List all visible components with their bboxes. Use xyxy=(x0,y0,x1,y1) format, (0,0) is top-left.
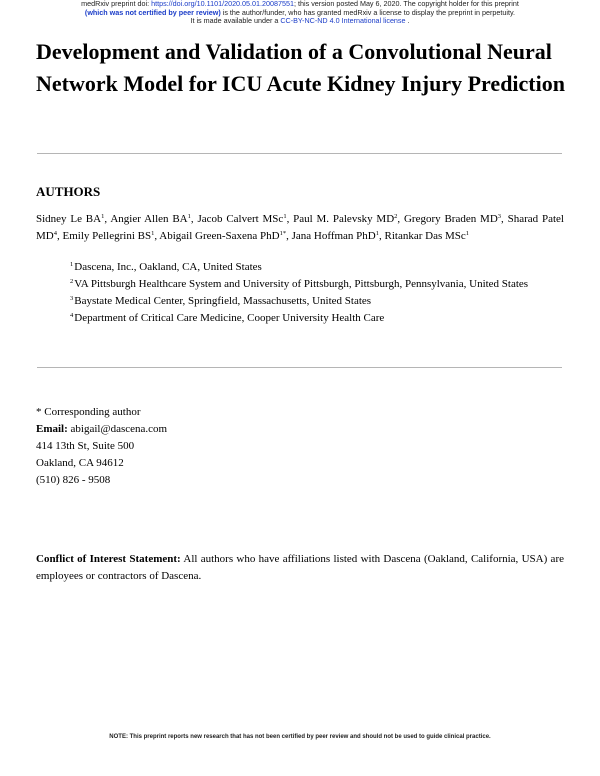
doi-link[interactable]: https://doi.org/10.1101/2020.05.01.20087551 xyxy=(151,0,295,8)
coi-text: All authors who have affiliations listed with Dascena (Oakland, California, USA) are employees or contractors of Dascena. xyxy=(36,553,564,582)
corresponding-contact xyxy=(36,404,167,489)
coi-label: Conflict of Interest Statement: xyxy=(36,553,181,565)
corresponding-note: * Corresponding author xyxy=(36,406,141,418)
authors-heading: AUTHORS xyxy=(36,184,101,199)
author: Sharad Patel $MD^4$, xyxy=(36,213,564,242)
preprint-banner xyxy=(0,0,600,26)
author: Ritankar Das MSc$^1$ xyxy=(384,229,470,242)
author: Abigail Green-Saxena PhD$^{1*}$, xyxy=(159,229,292,242)
affiliation-item: 4 Department of Critical Care Medicine, Cooper University Health Care xyxy=(70,312,385,324)
email-address: abigail@dascena.com xyxy=(67,423,168,435)
author: Emily Pellegrini $BS^1$, xyxy=(62,229,160,242)
affiliation-list xyxy=(70,260,550,328)
author: Sidney Le $BA^1$, xyxy=(36,213,111,225)
license-link[interactable]: CC-BY-NC-ND 4.0 International license xyxy=(280,16,406,26)
divider-top xyxy=(37,153,562,154)
author: Jana Hoffman PhD$^1$, xyxy=(291,229,385,242)
affiliation-item: 3 Baystate Medical Center, Springfield, Massachusetts, United States xyxy=(70,295,372,307)
author-list xyxy=(36,211,564,244)
banner-line-3: It is made available under a CC-BY-NC-ND 4.0 International license . xyxy=(190,16,410,26)
email-label: Email: xyxy=(36,423,68,435)
author: Angier Allen $BA^1$, xyxy=(110,213,198,225)
author: Paul M. Palevsky $MD^2$, xyxy=(293,213,404,225)
phone-number: (510) 826 - 9508 xyxy=(36,474,111,486)
affiliation-item: 2 VA Pittsburgh Healthcare System and University of Pittsburgh, Pittsburgh, Pennsylvania, United States xyxy=(70,278,529,290)
banner-line-1: medRxiv preprint doi: https://doi.org/10.1101/2020.05.01.20087551; this version posted May 6, 2020. The copyright holder for this preprint xyxy=(81,0,519,8)
author: Gregory Braden $MD^3$, xyxy=(403,213,508,225)
divider-bottom xyxy=(37,367,562,368)
paper-title: Development and Validation of a Convolutional Neural Network Model for ICU Acute Kidney Injury Prediction xyxy=(36,39,565,96)
email-line xyxy=(36,421,167,438)
conflict-of-interest xyxy=(36,551,564,585)
banner-line-2: (which was not certified by peer review) is the author/funder, who has granted medRxiv a license to display the preprint in perpetuity. xyxy=(84,7,516,17)
address-line-2: Oakland, CA 94612 xyxy=(36,457,124,469)
author: Jacob Calvert MSc$^1$, xyxy=(197,213,294,225)
preprint-footer-note: NOTE: This preprint reports new research that has not been certified by peer review and should not be used to guide clinical practice. xyxy=(109,734,491,740)
affiliation-item: 1 Dascena, Inc., Oakland, CA, United States xyxy=(70,261,262,273)
address-line-1: 414 13th St, Suite 500 xyxy=(36,440,135,452)
